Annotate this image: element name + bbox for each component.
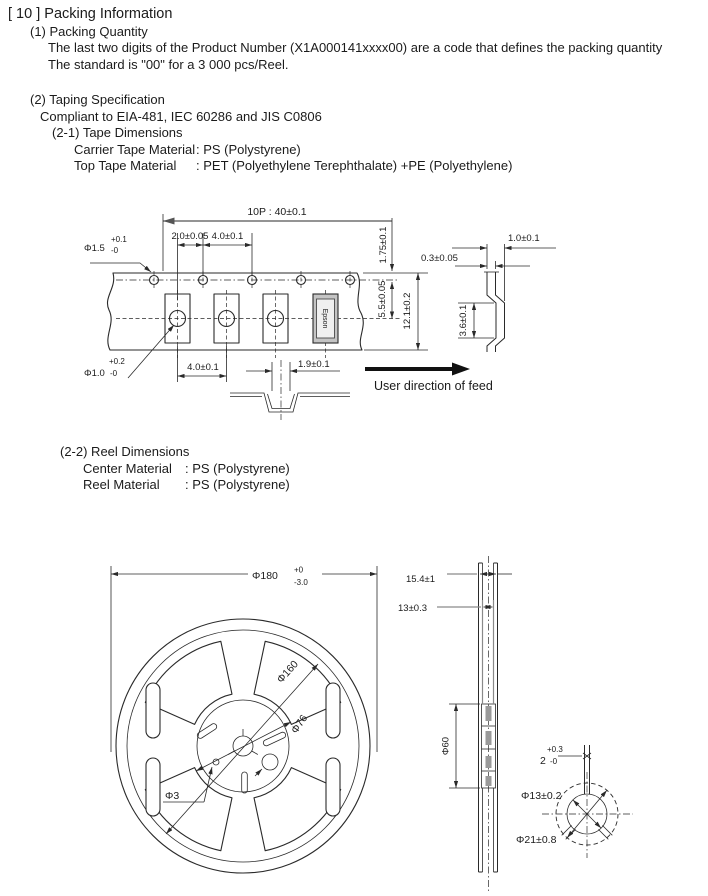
reel-outer-rim [116, 619, 370, 873]
feed-arrow-icon [452, 363, 470, 376]
dim-hole-to-pocket-center: 5.5±0.05 [377, 280, 388, 318]
reel-front-view [111, 566, 377, 874]
dim-sprocket-hole-dia-plus: +0.1 [111, 235, 127, 244]
dim-reel-overall-width: 15.4±1 [406, 574, 435, 585]
feed-direction [365, 363, 493, 394]
feed-direction-label: User direction of feed [374, 379, 493, 393]
dim-key-outer-dia: Φ21±0.8 [516, 834, 557, 846]
dim-10-pitch: 10P : 40±0.1 [247, 206, 307, 218]
dim-tape-thickness: 0.3±0.05 [421, 253, 458, 264]
packing-quantity-line2: The standard is "00" for a 3 000 pcs/Reel. [48, 56, 289, 72]
dim-side-hub-dia: Φ60 [440, 736, 452, 756]
reel-side-dimensions [398, 574, 512, 788]
packing-quantity-line1: The last two digits of the Product Number (X1A000141xxxx00) are a code that defines the packing quantity [48, 40, 663, 55]
center-material-value: : PS (Polystyrene) [185, 460, 290, 476]
heading-taping-spec: (2) Taping Specification [30, 92, 165, 107]
dim-reel-outer-dia-minus: -3.0 [294, 578, 308, 587]
dim-reel-inner-width: 13±0.3 [398, 603, 427, 614]
top-tape-material-value: : PET (Polyethylene Terephthalate) +PE (Polyethylene) [196, 158, 513, 173]
pocket-cross-section [230, 359, 350, 420]
carrier-tape-material-value: : PS (Polystyrene) [196, 141, 301, 157]
dim-pocket-width: 1.9±0.1 [298, 359, 330, 370]
dim-pocket-hole-dia-plus: +0.2 [109, 357, 125, 366]
dim-pocket-depth: 3.6±0.1 [458, 304, 469, 337]
dim-sprocket-pitch: 4.0±0.1 [211, 231, 244, 242]
hub-key-detail-view [516, 745, 633, 858]
dim-reel-outer-dia: Φ180 [252, 570, 278, 582]
center-material-label: Center Material [83, 460, 172, 476]
dim-key-inner-dia: Φ13±0.2 [521, 790, 562, 802]
heading-reel-dimensions: (2-2) Reel Dimensions [60, 444, 190, 459]
dim-key-slot-width: 2 [540, 755, 546, 767]
dim-pocket-hole-dia-minus: -0 [110, 369, 118, 378]
dim-pocket-pitch: 4.0±0.1 [187, 362, 219, 373]
dim-hole-to-pocket: 2.0±0.05 [171, 231, 209, 242]
dim-small-hole-dia: Φ3 [165, 790, 180, 802]
dim-key-slot-minus: -0 [550, 757, 558, 766]
top-tape-material-label: Top Tape Material [74, 158, 177, 173]
tape-section-view [421, 233, 556, 352]
carrier-tape-material-label: Carrier Tape Material [74, 141, 196, 157]
dim-sprocket-hole-dia: Φ1.5 [84, 243, 105, 254]
dim-edge-to-hole: 1.75±0.1 [378, 226, 389, 264]
heading-packing-quantity: (1) Packing Quantity [30, 23, 148, 39]
component-brand-label: Epson [321, 308, 328, 329]
dim-flange-inner-dia: Φ160 [274, 658, 301, 686]
taping-spec-line1: Compliant to EIA-481, IEC 60286 and JIS C0806 [40, 108, 322, 124]
dim-pocket-hole-dia: Φ1.0 [84, 368, 105, 379]
dim-key-slot-plus: +0.3 [547, 745, 563, 754]
reel-side-view [398, 556, 512, 893]
heading-tape-dimensions: (2-1) Tape Dimensions [52, 125, 183, 140]
dim-profile-depth: 1.0±0.1 [508, 233, 540, 244]
reel-material-value: : PS (Polystyrene) [185, 477, 290, 492]
reel-material-label: Reel Material [83, 477, 160, 492]
dim-reel-outer-dia-plus: +0 [294, 565, 304, 575]
dim-hub-dia: Φ76 [288, 712, 311, 736]
tape-top-view [84, 206, 428, 382]
page-title: [ 10 ] Packing Information [8, 6, 173, 22]
dim-tape-width: 12.1±0.2 [402, 292, 413, 330]
packed-component [313, 294, 338, 343]
dim-sprocket-hole-dia-minus: -0 [111, 246, 119, 255]
